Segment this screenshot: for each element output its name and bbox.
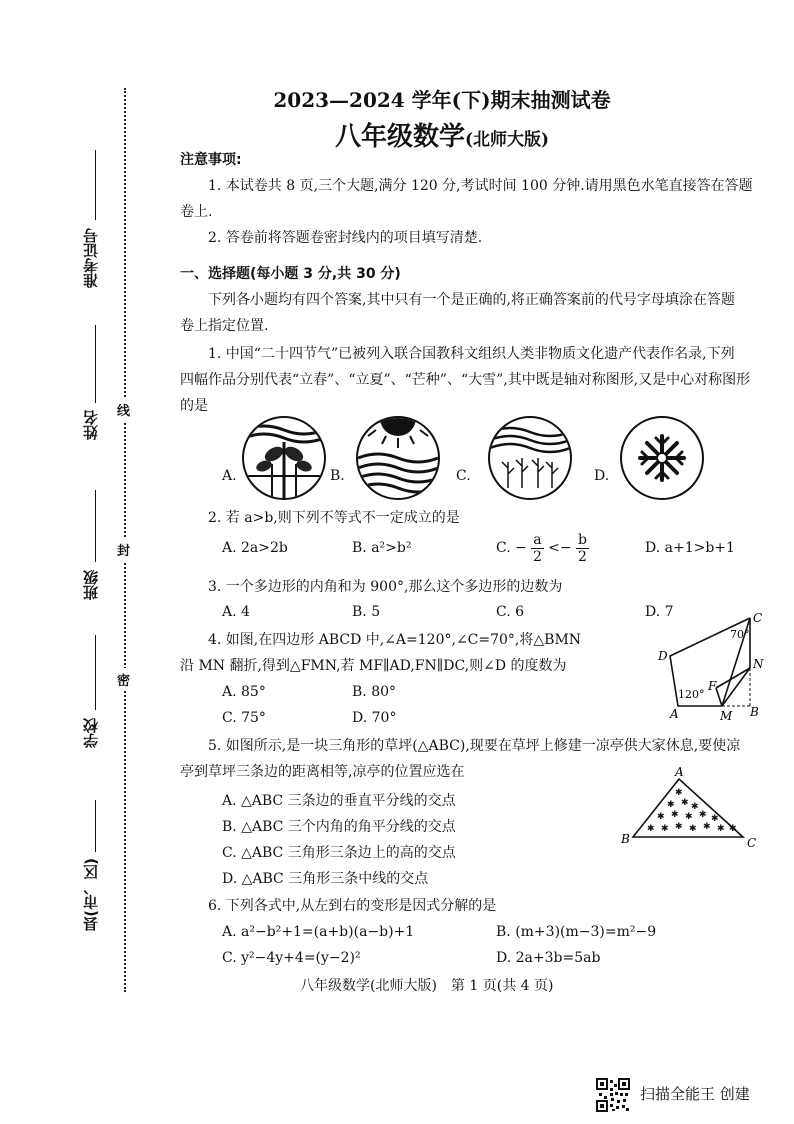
q1-stem-2: 四幅作品分别代表“立春”、“立夏”、“芒种”、“大雪”,其中既是轴对称图形,又是中心对称图形: [180, 372, 751, 388]
q1-stem-3: 的是: [180, 398, 208, 414]
q1-option-c-image[interactable]: [488, 416, 572, 500]
q5-option-c[interactable]: C. △ABC 三角形三条边上的高的交点: [222, 845, 456, 861]
page-footer: 八年级数学(北师大版) 第 1 页(共 4 页): [300, 978, 554, 994]
q2-option-a[interactable]: A. 2a>2b: [222, 540, 288, 556]
q5-fig-label-b: B: [621, 832, 630, 846]
q6-option-d[interactable]: D. 2a+3b=5ab: [496, 950, 601, 966]
svg-text:✱: ✱: [691, 802, 699, 812]
q4-fig-label-m: M: [720, 709, 733, 723]
q5-option-d[interactable]: D. △ABC 三角形三条中线的交点: [222, 871, 429, 887]
q2-stem: 2. 若 a>b,则下列不等式不一定成立的是: [208, 510, 460, 526]
q4-fig-label-b: B: [750, 705, 759, 719]
svg-text:✱: ✱: [675, 788, 683, 798]
q1-option-d-image[interactable]: [620, 416, 704, 500]
name-label: 姓名: [82, 410, 100, 440]
school-field[interactable]: [95, 635, 96, 710]
svg-text:✱: ✱: [675, 822, 683, 832]
q6-option-b[interactable]: B. (m+3)(m−3)=m²−9: [496, 924, 657, 940]
svg-text:✱: ✱: [703, 822, 711, 832]
q5-fig-label-a: A: [675, 765, 684, 779]
q4-option-b[interactable]: B. 80°: [352, 684, 397, 700]
notes-item2: 2. 答卷前将答题卷密封线内的项目填写清楚.: [208, 230, 483, 246]
q4-option-a[interactable]: A. 85°: [222, 684, 266, 700]
county-field[interactable]: [95, 800, 96, 852]
q6-option-a[interactable]: A. a²−b²+1=(a+b)(a−b)+1: [222, 924, 415, 940]
exam-id-field[interactable]: [95, 150, 96, 220]
q1-option-b-label: B.: [330, 468, 345, 484]
svg-text:✱: ✱: [671, 810, 679, 820]
q4-option-d[interactable]: D. 70°: [352, 710, 397, 726]
seal-char-seal: 封: [117, 538, 130, 561]
q4-stem: 4. 如图,在四边形 ABCD 中,∠A=120°,∠C=70°,将△BMN: [208, 632, 582, 648]
notes-item1: 1. 本试卷共 8 页,三个大题,满分 120 分,考试时间 100 分钟.请用黑色水笔直接答在答题: [208, 178, 753, 194]
svg-text:✱: ✱: [699, 810, 707, 820]
q3-option-b[interactable]: B. 5: [352, 604, 381, 620]
class-field[interactable]: [95, 490, 96, 562]
q4-fig-angle-c: 70°: [730, 628, 750, 641]
section1-intro-cont: 卷上指定位置.: [180, 318, 269, 334]
q3-option-d[interactable]: D. 7: [645, 604, 674, 620]
svg-text:✱: ✱: [717, 824, 725, 834]
q2-option-d[interactable]: D. a+1>b+1: [645, 540, 735, 556]
q4-stem-2: 沿 MN 翻折,得到△FMN,若 MF∥AD,FN∥DC,则∠D 的度数为: [180, 658, 567, 674]
exam-year-title: 2023—2024 学年(下)期末抽测试卷: [273, 88, 611, 112]
svg-text:✱: ✱: [711, 814, 719, 824]
notes-heading: 注意事项:: [180, 152, 242, 168]
q5-option-a[interactable]: A. △ABC 三条边的垂直平分线的交点: [222, 793, 456, 809]
q6-option-c[interactable]: C. y²−4y+4=(y−2)²: [222, 950, 361, 966]
section1-heading: 一、选择题(每小题 3 分,共 30 分): [180, 266, 401, 282]
svg-text:✱: ✱: [647, 824, 655, 834]
q4-fig-label-f: F: [708, 679, 717, 693]
class-label: 班级: [82, 570, 100, 600]
section1-intro: 下列各小题均有四个答案,其中只有一个是正确的,将正确答案前的代号字母填涂在答题: [208, 292, 735, 308]
svg-text:✱: ✱: [681, 798, 689, 808]
q6-stem: 6. 下列各式中,从左到右的变形是因式分解的是: [208, 898, 497, 914]
exam-subject-title: 八年级数学(北师大版): [334, 122, 550, 152]
svg-text:✱: ✱: [729, 824, 737, 834]
name-field[interactable]: [95, 325, 96, 403]
q4-fig-label-n: N: [753, 657, 764, 671]
q5-stem-2: 亭到草坪三条边的距离相等,凉亭的位置应选在: [180, 764, 465, 780]
seal-char-secret: 密: [117, 668, 130, 691]
edition-label: (北师大版): [464, 130, 550, 150]
q4-fig-label-d: D: [658, 649, 668, 663]
county-label: 县(市、区): [82, 858, 100, 932]
q1-option-c-label: C.: [456, 468, 471, 484]
q1-option-a-image[interactable]: [242, 416, 326, 500]
q2-option-b[interactable]: B. a²>b²: [352, 540, 412, 556]
q4-fig-angle-a: 120°: [678, 688, 705, 701]
q1-option-b-image[interactable]: [356, 416, 440, 500]
notes-item1-cont: 卷上.: [180, 204, 213, 220]
svg-text:✱: ✱: [685, 812, 693, 822]
q4-figure: [650, 608, 775, 723]
q5-stem: 5. 如图所示,是一块三角形的草坪(△ABC),现要在草坪上修建一凉亭供大家休息,要使凉: [208, 738, 741, 754]
q2-option-c[interactable]: C. − $\frac{a}{2}$ <− $\frac{b}{2}$: [496, 532, 587, 565]
exam-id-label: 准考证号: [82, 228, 100, 288]
svg-text:✱: ✱: [657, 812, 665, 822]
q1-option-d-label: D.: [594, 468, 610, 484]
svg-text:✱: ✱: [667, 800, 675, 810]
svg-text:✱: ✱: [689, 824, 697, 834]
q4-option-c[interactable]: C. 75°: [222, 710, 266, 726]
q4-fig-label-a: A: [670, 707, 679, 721]
qr-code-icon: [596, 1078, 630, 1112]
school-label: 学校: [82, 718, 100, 748]
seal-char-line: 线: [117, 398, 130, 421]
q3-option-c[interactable]: C. 6: [496, 604, 525, 620]
q1-stem: 1. 中国“二十四节气”已被列入联合国教科文组织人类非物质文化遗产代表作名录,下列: [208, 346, 735, 362]
q5-fig-label-c: C: [747, 836, 757, 850]
scanner-watermark: 扫描全能王 创建: [640, 1085, 750, 1103]
svg-text:✱: ✱: [661, 824, 669, 834]
q5-figure: [615, 765, 765, 855]
q1-option-a-label: A.: [222, 468, 237, 484]
q3-stem: 3. 一个多边形的内角和为 900°,那么这个多边形的边数为: [208, 579, 563, 595]
q5-option-b[interactable]: B. △ABC 三个内角的角平分线的交点: [222, 819, 456, 835]
q4-fig-label-c: C: [753, 611, 763, 625]
q3-option-a[interactable]: A. 4: [222, 604, 250, 620]
